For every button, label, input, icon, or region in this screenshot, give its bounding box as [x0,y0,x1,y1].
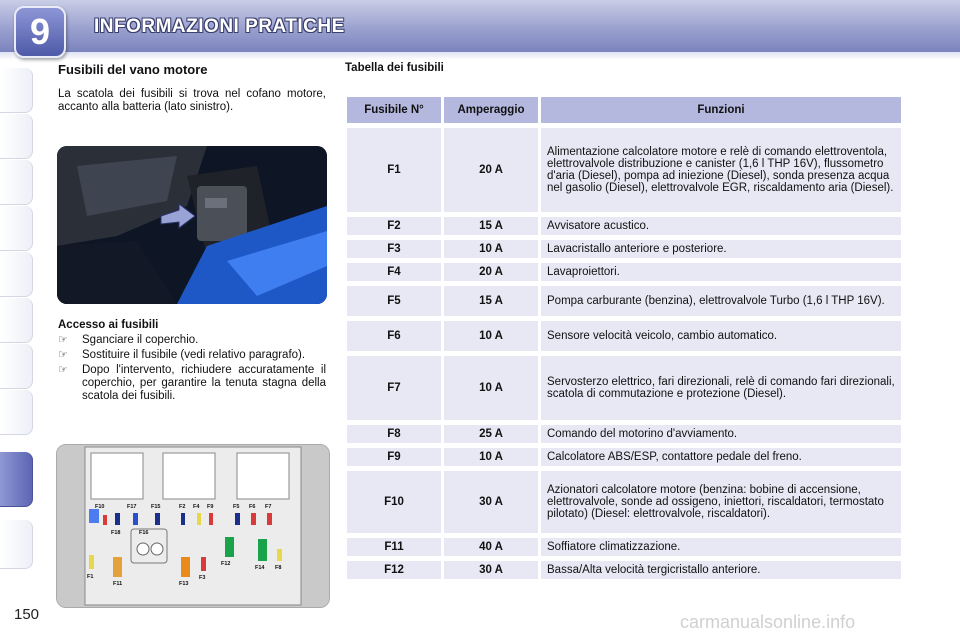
table-row [347,240,901,258]
fuse-label: F3 [199,575,206,581]
fuse-label: F18 [111,530,121,536]
table-row [347,128,901,212]
header-strip [0,52,960,60]
chapter-tab-1[interactable] [0,68,33,113]
fuse-table [344,92,904,584]
list-item: ☞ Dopo l'intervento, richiudere accuratamente il coperchio, per garantire la tenuta stagna della scatola dei fusibili. [58,364,326,402]
fuse-label: F7 [265,504,272,510]
table-row [347,561,901,579]
list-item: ☞ Sganciare il coperchio. [58,334,199,346]
chapter-tab-2[interactable] [0,114,33,159]
fuse-function: Sensore velocità veicolo, cambio automatico. [541,321,901,351]
watermark: carmanualsonline.info [680,612,856,632]
table-row [347,425,901,443]
fuse-amperage: 15 A [444,217,538,235]
fuse-id: F5 [347,286,441,316]
fuse-amperage: 40 A [444,538,538,556]
fuse-label: F14 [255,565,265,571]
fuse-id: F8 [347,425,441,443]
fuse-box-drawing [57,445,329,607]
fuse-label: F15 [151,504,161,510]
fuse-id: F6 [347,321,441,351]
table-row [347,217,901,235]
hand-pointer-icon: ☞ [58,334,68,346]
fuse-label: F16 [139,530,149,536]
fuse-label: F8 [275,565,282,571]
table-row [347,321,901,351]
hand-pointer-icon: ☞ [58,349,68,361]
fuse-id: F3 [347,240,441,258]
fuse-label: F10 [95,504,105,510]
chapter-tab-7[interactable] [0,344,33,389]
fuse-function: Bassa/Alta velocità tergicristallo anteriore. [541,561,901,579]
table-row [347,448,901,466]
fuse-id: F4 [347,263,441,281]
fuse-amperage: 10 A [444,240,538,258]
fuse-id: F11 [347,538,441,556]
fuse-amperage: 10 A [444,448,538,466]
page-title: INFORMAZIONI PRATICHE [94,16,345,37]
chapter-tab-3[interactable] [0,160,33,205]
engine-bay-photo [57,146,327,304]
fuse-function: Lavacristallo anteriore e posteriore. [541,240,901,258]
table-row [347,286,901,316]
fuse-amperage: 30 A [444,561,538,579]
fuse-function: Pompa carburante (benzina), elettrovalvole Turbo (1,6 l THP 16V). [541,286,901,316]
fuse-label: F6 [249,504,256,510]
chapter-tab-10[interactable] [0,520,33,569]
fuse-label: F12 [221,561,231,567]
table-title: Tabella dei fusibili [345,62,444,74]
fuse-function: Soffiatore climatizzazione. [541,538,901,556]
fuse-function: Lavaproiettori. [541,263,901,281]
fuse-label: F13 [179,581,189,587]
fuse-label: F2 [179,504,186,510]
fuse-box-diagram [56,444,330,608]
fuse-label: F17 [127,504,137,510]
fuse-function: Azionatori calcolatore motore (benzina: bobine di accensione, elettrovalvole, sonde ad ossigeno, iniettori, riscaldatori, termostato pilotato) (Diesel: elettrovalvole, riscaldatori). [541,471,901,533]
fuse-amperage: 30 A [444,471,538,533]
table-row [347,471,901,533]
access-title: Accesso ai fusibili [58,319,159,331]
chapter-tab-5[interactable] [0,252,33,297]
fuse-function: Alimentazione calcolatore motore e relè di comando elettroventola, elettrovalvole distribuzione e canister (1,6 l THP 16V), flussometro d'aria (Diesel), pompa ad iniezione (Diesel), sonda presenza acqua nel gasolio (Diesel), elettrovalvole EGR, riscaldamento aria (Diesel). [541,128,901,212]
table-header-row [347,97,901,123]
intro-text: La scatola dei fusibili si trova nel cofano motore, accanto alla batteria (lato sinistro). [58,88,326,113]
fuse-amperage: 10 A [444,356,538,420]
table-row [347,263,901,281]
fuse-amperage: 25 A [444,425,538,443]
chapter-tab-8[interactable] [0,390,33,435]
fuse-id: F7 [347,356,441,420]
fuse-id: F1 [347,128,441,212]
section-title: Fusibili del vano motore [58,62,208,77]
fuse-label: F11 [113,581,123,587]
fuse-function: Servosterzo elettrico, fari direzionali, relè di comando fari direzionali, scatola di commutazione e protezione (Diesel). [541,356,901,420]
fuse-amperage: 10 A [444,321,538,351]
page-number: 150 [14,606,40,623]
fuse-function: Calcolatore ABS/ESP, contattore pedale del freno. [541,448,901,466]
chapter-badge: 9 [14,6,66,58]
fuse-id: F2 [347,217,441,235]
fuse-id: F10 [347,471,441,533]
chapter-tab-9[interactable] [0,452,33,507]
fuse-label: F1 [87,574,94,580]
fuse-label: F4 [193,504,200,510]
hand-pointer-icon: ☞ [58,364,68,376]
access-steps [58,334,326,405]
fuse-amperage: 15 A [444,286,538,316]
fuse-function: Avvisatore acustico. [541,217,901,235]
table-row [347,538,901,556]
engine-bay-illustration [57,146,327,304]
fuse-amperage: 20 A [444,263,538,281]
column-header-functions: Funzioni [541,97,901,123]
column-header-amperage: Amperaggio [444,97,538,123]
fuse-function: Comando del motorino d'avviamento. [541,425,901,443]
chapter-tab-6[interactable] [0,298,33,343]
fuse-id: F12 [347,561,441,579]
column-header-fuse: Fusibile N° [347,97,441,123]
fuse-label: F5 [233,504,240,510]
table-row [347,356,901,420]
chapter-tab-4[interactable] [0,206,33,251]
fuse-amperage: 20 A [444,128,538,212]
fuse-id: F9 [347,448,441,466]
fuse-label: F9 [207,504,214,510]
list-item: ☞ Sostituire il fusibile (vedi relativo paragrafo). [58,349,306,361]
